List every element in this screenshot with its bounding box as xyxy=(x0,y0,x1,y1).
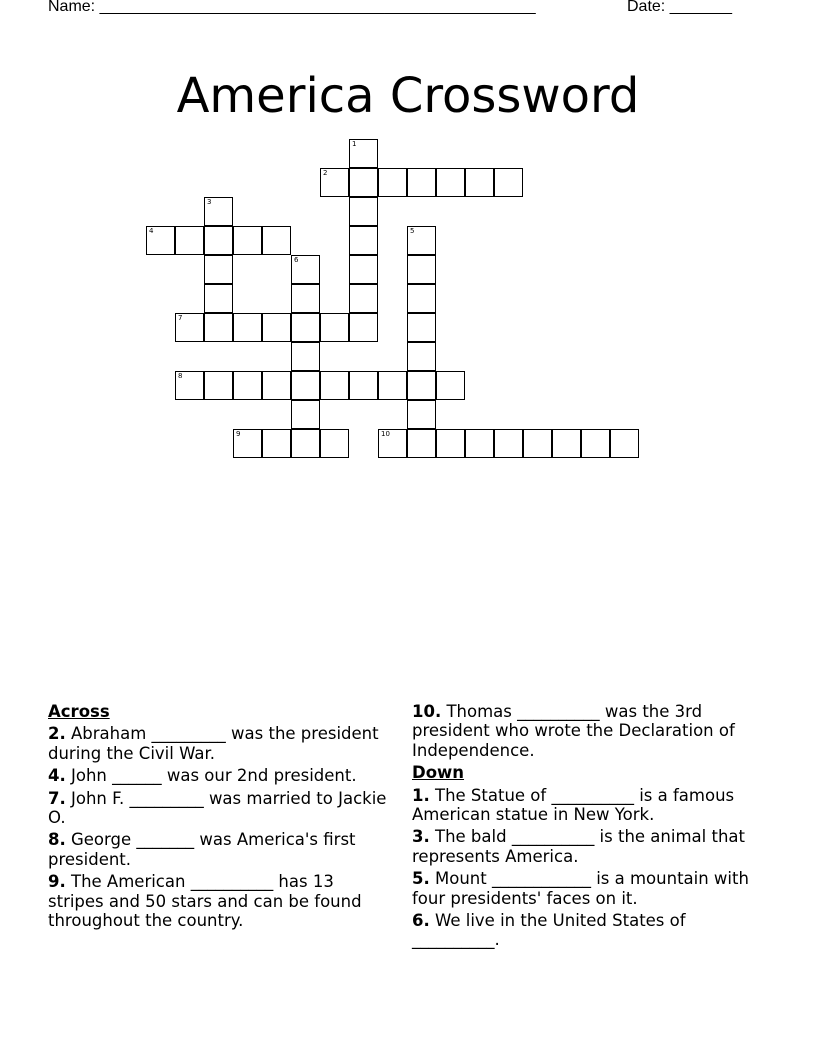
grid-cell[interactable] xyxy=(436,371,465,400)
grid-cell[interactable] xyxy=(523,429,552,458)
cell-number: 6 xyxy=(294,256,299,264)
clue-text: Abraham _________ was the president during the Civil War. xyxy=(48,724,379,763)
clue-number: 8. xyxy=(48,830,66,850)
clue-number: 3. xyxy=(412,827,430,847)
clues-left-column xyxy=(48,702,388,933)
grid-cell[interactable] xyxy=(407,342,436,371)
clue-number: 9. xyxy=(48,872,66,892)
down-clue xyxy=(412,786,772,825)
clues-right-column xyxy=(412,702,772,953)
grid-cell[interactable] xyxy=(233,371,262,400)
clue-number: 7. xyxy=(48,788,66,808)
grid-cell[interactable] xyxy=(320,313,349,342)
cell-number: 5 xyxy=(410,227,415,235)
grid-cell[interactable] xyxy=(262,429,291,458)
grid-cell[interactable] xyxy=(175,226,204,255)
cell-number: 3 xyxy=(207,198,212,206)
grid-cell[interactable] xyxy=(349,371,378,400)
grid-cell[interactable] xyxy=(291,342,320,371)
cell-number: 9 xyxy=(236,430,241,438)
date-field: Date: _______ xyxy=(627,0,732,15)
grid-cell[interactable] xyxy=(349,255,378,284)
grid-cell[interactable] xyxy=(407,255,436,284)
grid-cell[interactable] xyxy=(349,139,378,168)
across-clue xyxy=(48,766,388,785)
grid-cell[interactable] xyxy=(349,226,378,255)
grid-cell[interactable] xyxy=(233,226,262,255)
grid-cell[interactable] xyxy=(349,168,378,197)
grid-cell[interactable] xyxy=(349,197,378,226)
clue-number: 1. xyxy=(412,785,430,805)
clue-text: John ______ was our 2nd president. xyxy=(65,766,357,786)
grid-cell[interactable] xyxy=(407,400,436,429)
across-clue xyxy=(48,830,388,869)
clue-text: John F. _________ was married to Jackie O. xyxy=(48,788,387,828)
grid-cell[interactable] xyxy=(291,429,320,458)
grid-cell[interactable] xyxy=(349,313,378,342)
grid-cell[interactable] xyxy=(291,284,320,313)
clue-text: The bald __________ is the animal that represents America. xyxy=(412,827,745,866)
clue-number: 5. xyxy=(412,869,430,889)
grid-cell[interactable] xyxy=(320,168,349,197)
grid-cell[interactable] xyxy=(436,429,465,458)
grid-cell[interactable] xyxy=(407,284,436,313)
grid-cell[interactable] xyxy=(204,255,233,284)
grid-cell[interactable] xyxy=(291,400,320,429)
grid-cell[interactable] xyxy=(407,226,436,255)
grid-cell[interactable] xyxy=(233,313,262,342)
grid-cell[interactable] xyxy=(291,371,320,400)
grid-cell[interactable] xyxy=(146,226,175,255)
clue-text: Mount ____________ is a mountain with four presidents' faces on it. xyxy=(412,869,749,908)
grid-cell[interactable] xyxy=(465,168,494,197)
grid-cell[interactable] xyxy=(349,284,378,313)
across-heading: Across xyxy=(48,702,110,721)
grid-cell[interactable] xyxy=(581,429,610,458)
grid-cell[interactable] xyxy=(262,313,291,342)
clue-text: We live in the United States of __________. xyxy=(412,911,686,950)
grid-cell[interactable] xyxy=(204,197,233,226)
clue-number: 2. xyxy=(48,724,66,744)
grid-cell[interactable] xyxy=(494,429,523,458)
down-clue xyxy=(412,869,772,908)
cell-number: 1 xyxy=(352,140,357,148)
grid-cell[interactable] xyxy=(552,429,581,458)
grid-cell[interactable] xyxy=(407,168,436,197)
grid-cell[interactable] xyxy=(407,313,436,342)
clue-number: 10. xyxy=(412,702,442,721)
cell-number: 7 xyxy=(178,314,183,322)
grid-cell[interactable] xyxy=(262,226,291,255)
grid-cell[interactable] xyxy=(204,284,233,313)
grid-cell[interactable] xyxy=(320,371,349,400)
grid-cell[interactable] xyxy=(291,255,320,284)
grid-cell[interactable] xyxy=(175,371,204,400)
grid-cell[interactable] xyxy=(378,429,407,458)
across-clue xyxy=(48,872,388,930)
grid-cell[interactable] xyxy=(465,429,494,458)
down-heading: Down xyxy=(412,763,465,783)
grid-cell[interactable] xyxy=(291,313,320,342)
cell-number: 2 xyxy=(323,169,328,177)
crossword-grid xyxy=(0,0,816,480)
clue-number: 6. xyxy=(412,911,430,931)
across-clue xyxy=(48,789,388,828)
down-clue xyxy=(412,827,772,866)
clue-text: Thomas __________ was the 3rd president who wrote the Declaration of Independence. xyxy=(412,702,735,760)
grid-cell[interactable] xyxy=(494,168,523,197)
grid-cell[interactable] xyxy=(407,429,436,458)
grid-cell[interactable] xyxy=(262,371,291,400)
across-clue xyxy=(412,702,772,760)
grid-cell[interactable] xyxy=(378,168,407,197)
grid-cell[interactable] xyxy=(320,429,349,458)
grid-cell[interactable] xyxy=(407,371,436,400)
grid-cell[interactable] xyxy=(204,371,233,400)
across-clue xyxy=(48,724,388,763)
clue-number: 4. xyxy=(48,766,66,786)
name-field: Name: _________________________________________________ xyxy=(48,0,536,15)
grid-cell[interactable] xyxy=(233,429,262,458)
grid-cell[interactable] xyxy=(436,168,465,197)
page-title: America Crossword xyxy=(176,68,640,125)
grid-cell[interactable] xyxy=(204,313,233,342)
clue-text: George _______ was America's first president. xyxy=(48,830,356,869)
cell-number: 8 xyxy=(178,372,183,380)
grid-cell[interactable] xyxy=(204,226,233,255)
grid-cell[interactable] xyxy=(610,429,639,458)
clue-text: The Statue of __________ is a famous American statue in New York. xyxy=(412,785,735,825)
down-clue xyxy=(412,911,772,950)
grid-cell[interactable] xyxy=(378,371,407,400)
cell-number: 4 xyxy=(149,227,154,235)
clue-text: The American __________ has 13 stripes and 50 stars and can be found throughout the country. xyxy=(48,872,362,931)
cell-number: 10 xyxy=(381,430,390,438)
grid-cell[interactable] xyxy=(175,313,204,342)
